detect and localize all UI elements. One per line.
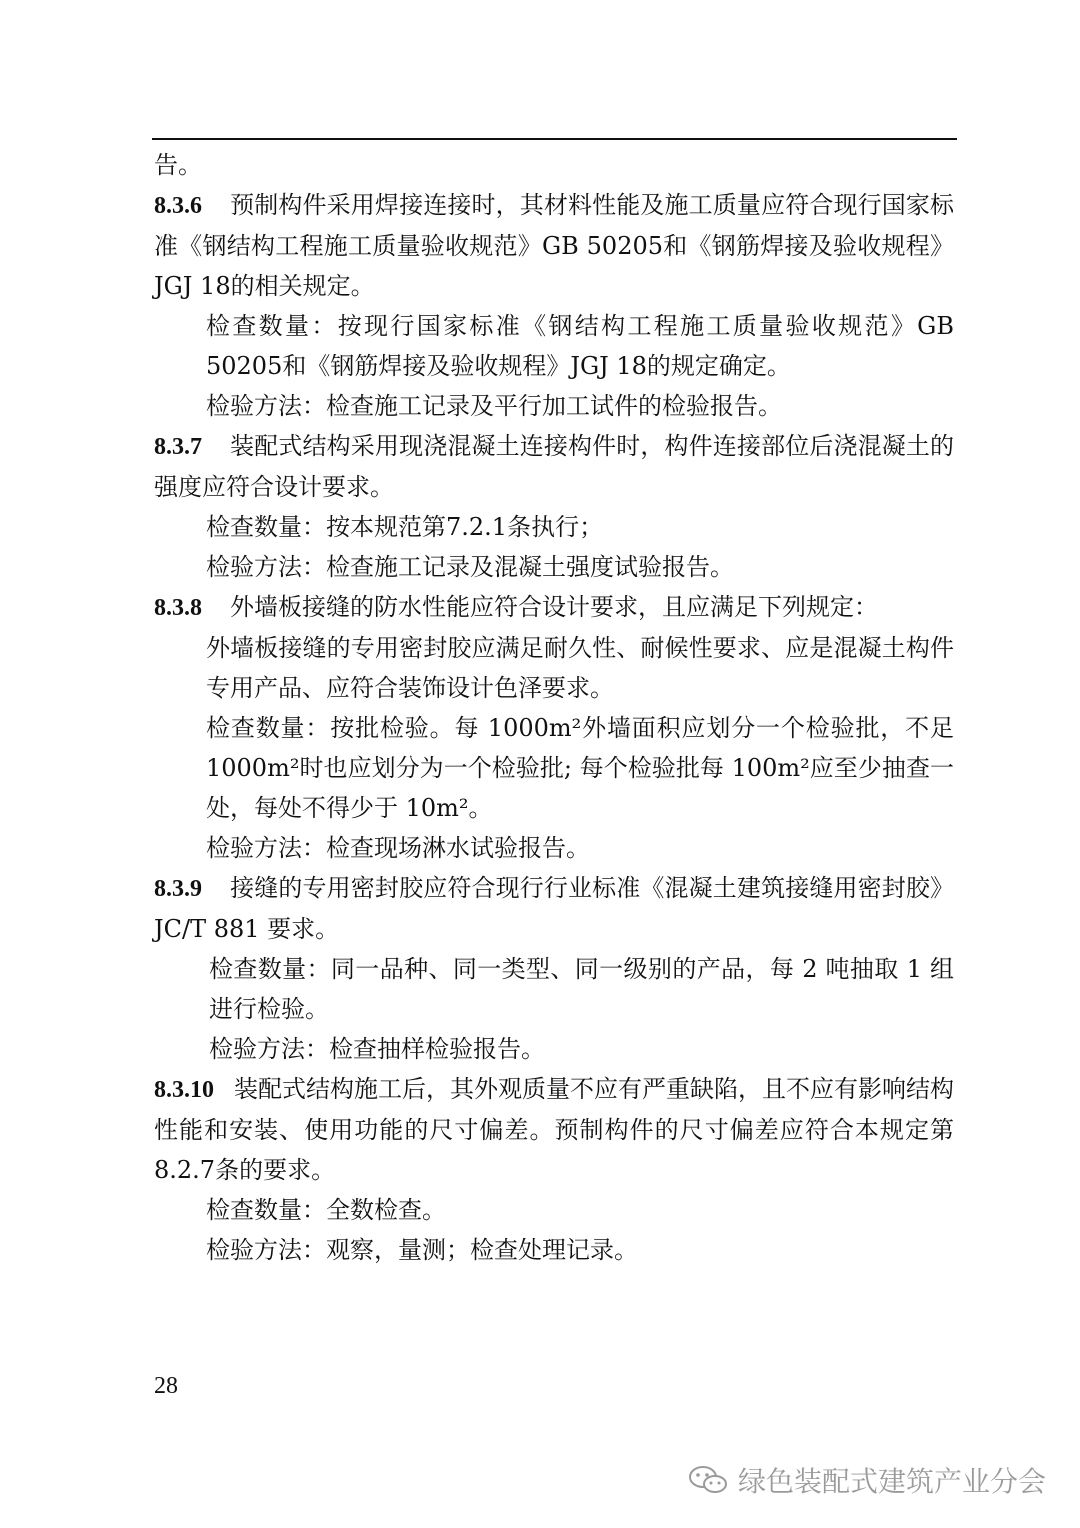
clause-number: 8.3.10 <box>154 1077 214 1103</box>
clause-text: 装配式结构施工后，其外观质量不应有严重缺陷，且不应有影响结构性能和安装、使用功能的尺寸偏差。预制构件的尺寸偏差应符合本规定第8.2.7条的要求。 <box>154 1075 954 1184</box>
inspection-quantity: 检查数量：全数检查。 <box>206 1196 446 1224</box>
inspection-quantity: 检查数量：按本规范第7.2.1条执行； <box>206 513 604 541</box>
clause-text: 接缝的专用密封胶应符合现行行业标准《混凝土建筑接缝用密封胶》JC/T 881 要求。 <box>154 874 954 943</box>
header-rule <box>152 138 957 140</box>
clause-number: 8.3.6 <box>154 193 202 219</box>
clause-8-3-6 <box>154 185 954 306</box>
clause-text: 外墙板接缝的防水性能应符合设计要求，且应满足下列规定： <box>230 593 878 621</box>
wechat-icon <box>688 1464 728 1496</box>
clause-8-3-9 <box>154 868 954 949</box>
clause-number: 8.3.8 <box>154 595 202 621</box>
clause-8-3-7 <box>154 426 954 507</box>
inspection-method: 检验方法：检查施工记录及平行加工试件的检验报告。 <box>206 392 782 420</box>
inspection-quantity: 检查数量：同一品种、同一类型、同一级别的产品，每 2 吨抽取 1 组进行检验。 <box>209 955 954 1023</box>
inspection-method: 检验方法：检查抽样检验报告。 <box>209 1035 545 1063</box>
clause-requirement: 外墙板接缝的专用密封胶应满足耐久性、耐候性要求、应是混凝土构件专用产品、应符合装饰设计色泽要求。 <box>206 634 954 702</box>
clause-8-3-10 <box>154 1069 954 1190</box>
inspection-method: 检验方法：观察，量测；检查处理记录。 <box>206 1236 638 1264</box>
inspection-method: 检验方法：检查施工记录及混凝土强度试验报告。 <box>206 553 734 581</box>
inspection-method: 检验方法：检查现场淋水试验报告。 <box>206 834 590 862</box>
clause-number: 8.3.9 <box>154 876 202 902</box>
inspection-quantity: 检查数量：按批检验。每 1000m²外墙面积应划分一个检验批，不足1000m²时也应划分为一个检验批; 每个检验批每 100m²应至少抽查一处，每处不得少于 10m²。 <box>206 714 954 822</box>
clause-8-3-8 <box>154 587 954 628</box>
page-number: 28 <box>154 1373 178 1399</box>
document-body <box>154 145 954 1270</box>
continued-text: 告。 <box>154 151 202 179</box>
clause-text: 装配式结构采用现浇混凝土连接构件时，构件连接部位后浇混凝土的强度应符合设计要求。 <box>154 432 954 501</box>
watermark <box>688 1460 1046 1500</box>
watermark-text: 绿色装配式建筑产业分会 <box>737 1465 1046 1498</box>
inspection-quantity: 检查数量：按现行国家标准《钢结构工程施工质量验收规范》GB 50205和《钢筋焊接及验收规程》JGJ 18的规定确定。 <box>206 312 954 380</box>
clause-number: 8.3.7 <box>154 434 202 460</box>
clause-text: 预制构件采用焊接连接时，其材料性能及施工质量应符合现行国家标准《钢结构工程施工质量验收规范》GB 50205和《钢筋焊接及验收规程》JGJ 18的相关规定。 <box>154 191 954 300</box>
